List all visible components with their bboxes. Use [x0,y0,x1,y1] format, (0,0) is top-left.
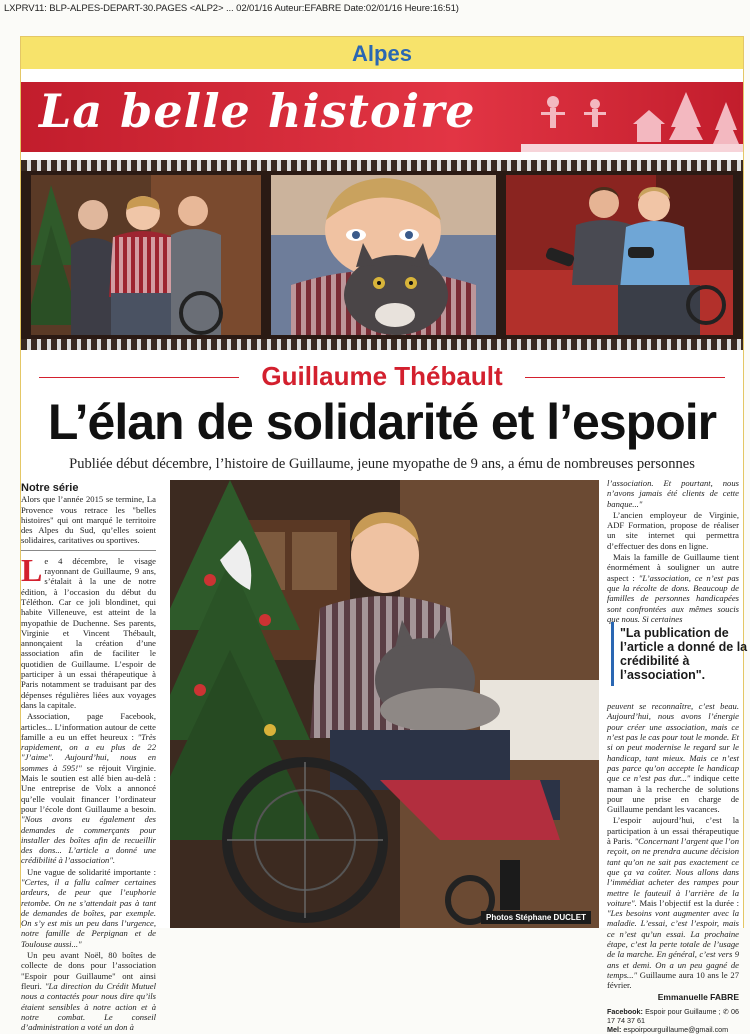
rp5-quote: "Concernant l’argent que l’on reçoit, on ne prendra aucune décision tant qu’on ne sait pas exactement ce que ça va coûter. Nous allons dans l’immédiat acheter des rampes pour mettre le fauteuil à l’arrière de la voiture". [607,836,740,908]
p4-quote: "La direction du Crédit Mutuel nous a contactés pour nous dire qu’ils étaient sensibles à notre action et à notre combat. Le conseil d’administration a voté un don à [21,980,156,1033]
rp5-text-2: Mais l’objectif est la durée : [636,897,739,908]
divider [21,550,156,551]
paragraph-1 [21,551,156,710]
section-band [21,37,743,69]
contact-info [607,1007,739,1034]
p2-text-2: se réjouit Virginie. Mais le soutien est allé bien au-delà : Une entreprise de Volx a annoncé qu’elle voulait financer l’ordinateur pour l’école dont Guillaume a besoin. [21,762,156,814]
facebook-label: Facebook: [607,1006,643,1016]
paragraph-4 [21,950,156,1032]
paragraph-1-text: e 4 décembre, le visage rayonnant de Guillaume, 9 ans, s’étalait à la une de notre édition, à l’occasion du début du Téléthon. Car ce joli blondinet, qui habite Villeneuve, est atteint de la myopathie de Duchenne. Ses parents, Virginie et Vincent Thébault, annonçaient la création d’une association afin de faciliter le quotidien de Guillaume. L’espoir de participer à un essai thérapeutique à Paris notamment se traduisant par des dépenses régulières liées aux voyages dans la capitale. [21,555,156,710]
rp5-text: L’espoir aujourd’hui, c’est la participation à un essai thérapeutique à Paris. [607,815,739,847]
rp3-quote: "L’association, ce n’est pas que la récolte de dons. Beaucoup de familles de personnes handicapées sont confrontées aux mêmes soucis que nous. Si certaines [607,572,739,624]
standfirst: Publiée début décembre, l’histoire de Guillaume, jeune myopathe de 9 ans, a ému de nombreuses personnes [69,456,695,472]
rubric-banner [21,82,743,152]
family-photo [31,175,261,335]
paragraph-3 [21,867,156,949]
right-paragraph-1: l’association. Et pourtant, nous n’avons jamais été clients de cette banque..." [607,478,739,509]
print-slug: LXPRV11: BLP-ALPES-DEPART-30.PAGES <ALP2> ... 02/01/16 Auteur:EFABRE Date:02/01/16 Heure:16:51) [4,3,459,14]
left-column [21,483,156,1033]
film-border-bottom [21,339,743,350]
email-value: espoirpourguillaume@gmail.com [623,1024,729,1034]
facebook-value: Espoir pour Guillaume ; ✆ 06 17 74 37 61 [607,1006,739,1025]
right-column [607,478,739,1034]
article-frame [20,36,748,1034]
right-paragraph-5 [607,815,739,990]
p2-text: Association, page Facebook, articles... L’information autour de cette famille a eu un effet heureux : [21,711,156,742]
rp3-text: Mais la famille de Guillaume tient énormément à souligner un autre aspect : [607,552,739,583]
rp5-quote-2: "Les besoins vont augmenter avec la maladie. L’essai, c’est l’espoir, mais ce n’est qu’un essai. La prochaine étape, c’est la perte totale de l’usage de la marche. En général, c’est vers 9 ans et demi. On a un peu gagné de temps..." [607,908,739,980]
right-paragraph-3 [607,552,739,624]
right-paragraph-4 [607,701,739,814]
film-border-top [21,160,743,171]
p3-text: Une vague de solidarité importante : [27,866,156,877]
christmas-decoration-icon [521,82,743,152]
email-label: Mel: [607,1024,622,1034]
section-title: Alpes [352,41,412,66]
right-paragraph-2: L’ancien employeur de Virginie, ADF Formation, propose de réaliser un site internet qui permettra d’effectuer des dons en ligne. [607,509,739,551]
photo-strip [21,160,743,350]
rp4-quote: peuvent se reconnaître, c’est beau. Aujourd’hui, nous avons l’énergie pour créer une association, mais ce n’est pas le cas pour tout le monde. Et si on peut modernise le regard sur le handicap, tant mieux. Mais ce n’est pas parce qu’on accepte le handicap que ce n’est pas dur..." [607,701,739,784]
series-box-title: Notre série [21,482,79,494]
p3-quote: "Certes, il a fallu calmer certaines ardeurs, de peur que l’euphorie retombe. On ne s’attendait pas à tant de demandes de boîtes, par exemple. On s’y est mis un peu dans l’urgence, notre famille de Perpignan et de Toulouse aussi..." [21,876,156,949]
series-box-text: Alors que l’année 2015 se termine, La Provence vous retrace les "belles histoires" qui ont marqué le territoire des Alpes du Sud, qu’elles soient solidaires, caritatives ou sportives. [21,494,156,546]
headline: L’élan de solidarité et l’espoir [47,394,717,450]
photo-credit: Photos Stéphane DUCLET [481,911,591,924]
p2-quote-2: "Nous avons eu également des demandes de commerçants pour installer des boîtes afin de recueillir des dons... L’article a donné une crédibilité à l’association". [21,814,156,866]
p2-quote: "Très rapidement, on a eu plus de 22 "J’aime". Aujourd’hui, nous en sommes à 595!" [21,731,156,773]
rp5-text-3: Guillaume aura 10 ans le 27 février. [607,969,739,991]
rp4-text: indique cette maman à la recherche de solutions pour une prise en charge de Guillaume pendant les vacances. [607,773,740,815]
paragraph-2 [21,711,156,865]
author-signature: Emmanuelle FABRE [657,992,739,1003]
boy-in-wheelchair-photo [170,480,599,928]
rubric-title: La belle histoire [39,84,476,138]
kicker: Guillaume Thébault [261,361,503,391]
pull-quote: "La publication de l’article a donné de la crédibilité à l’association". [611,622,748,686]
boy-with-cat-photo [271,175,496,335]
dropcap: L [21,551,43,588]
main-photo [170,480,599,928]
p4-text: Un peu avant Noël, 80 boîtes de collecte de dons pour l’association "Espoir pour Guillaume" ont ainsi fleuri. [21,950,156,991]
video-game-photo [506,175,733,335]
